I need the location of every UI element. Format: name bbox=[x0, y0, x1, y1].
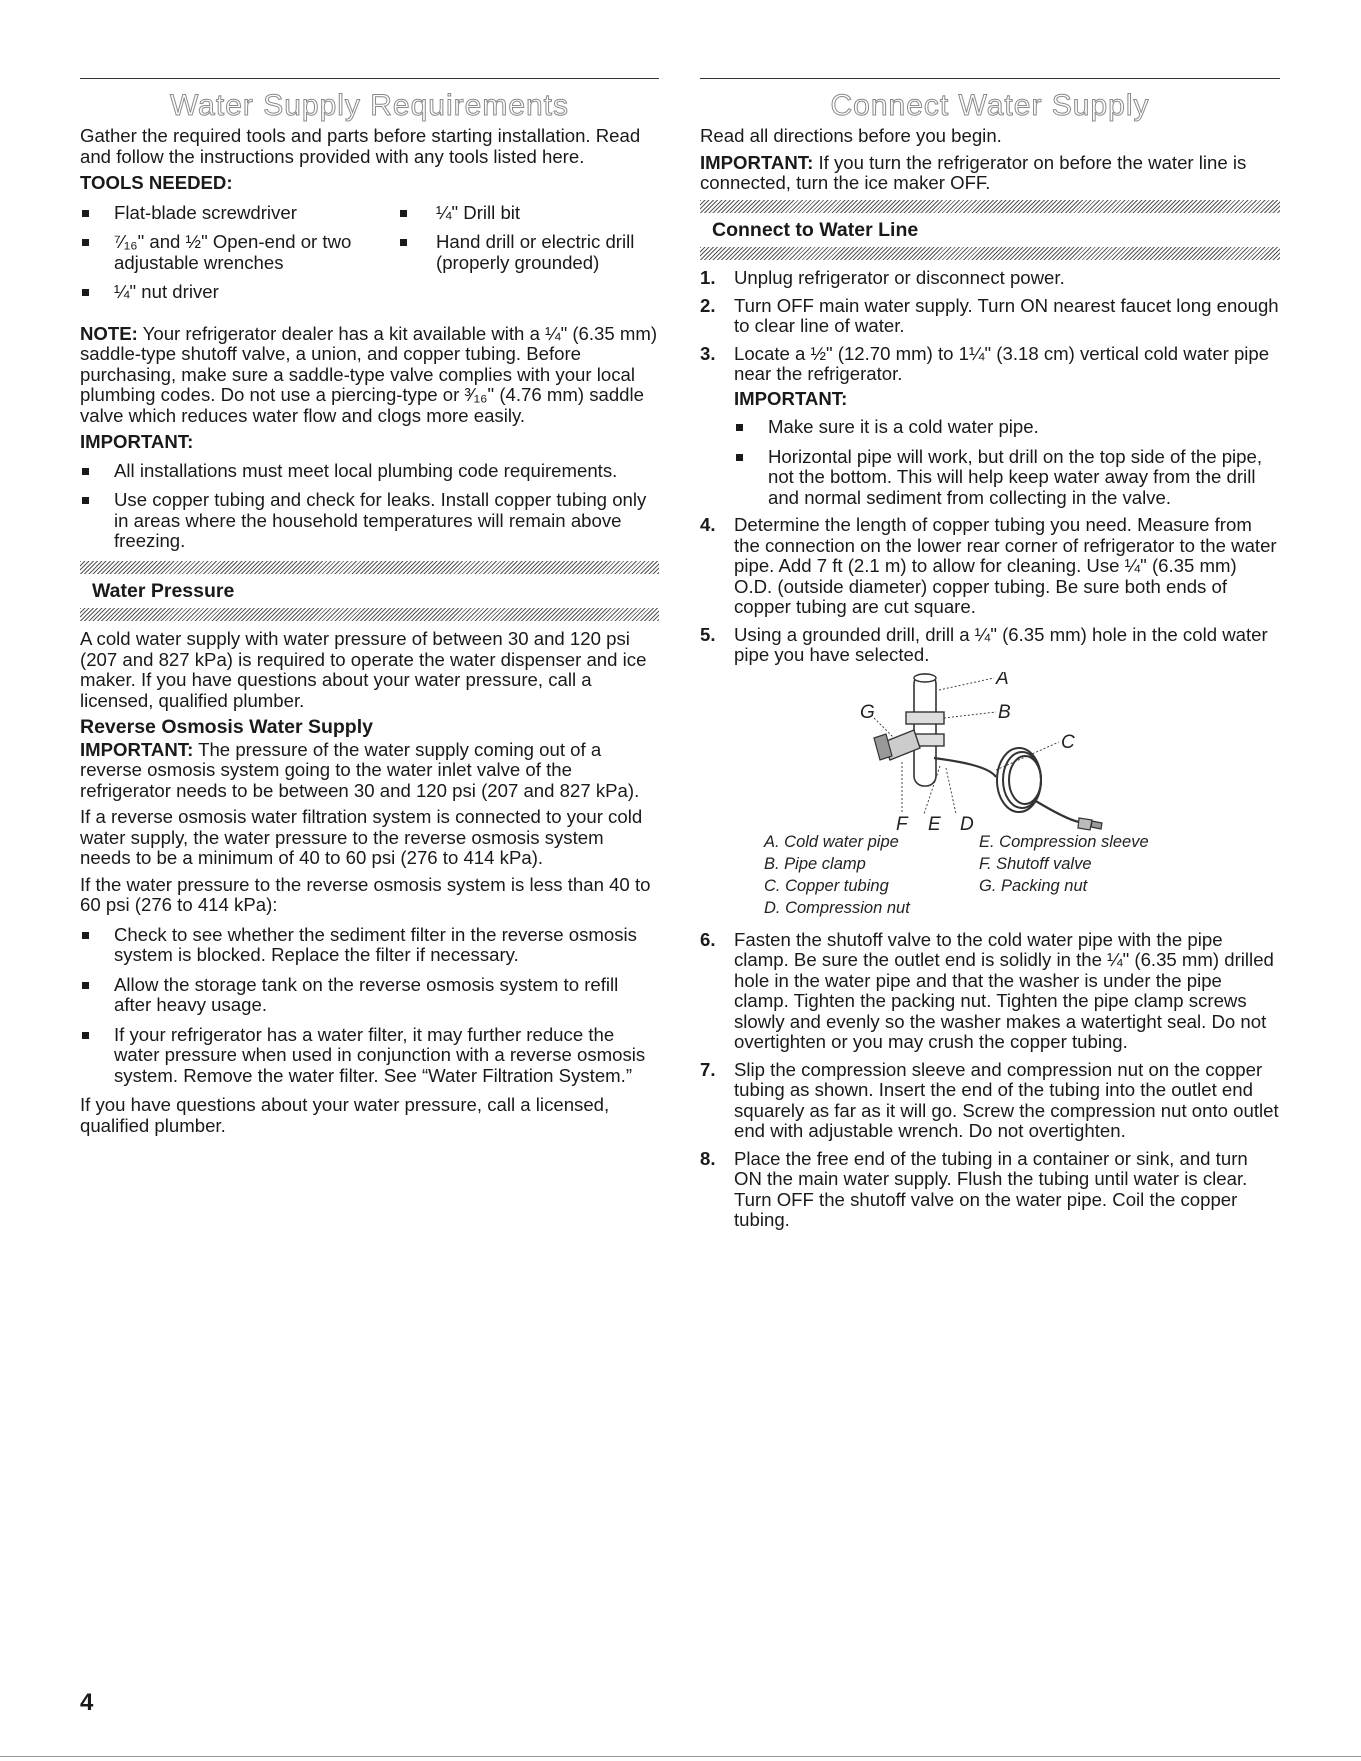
right-intro: Read all directions before you begin. bbox=[700, 125, 1002, 146]
important-heading: IMPORTANT: bbox=[80, 431, 194, 452]
label-f: F bbox=[896, 813, 908, 835]
step-item: 7. Slip the compression sleeve and compression nut on the copper tubing as shown. Insert the end of the tubing into the outlet end squarely as far as it will go. Screw the compression nut onto outlet end with adjustable wrench. Do not overtighten. bbox=[700, 1058, 1279, 1141]
packing-nut-shape bbox=[874, 734, 892, 760]
label-e: E bbox=[928, 813, 941, 835]
bullet-icon bbox=[82, 982, 89, 989]
ro-important-paragraph: IMPORTANT: The pressure of the water supply coming out of a reverse osmosis system going to the water inlet valve of the refrigerator needs to be between 30 and 120 psi (207 and 827 kPa). bbox=[80, 738, 640, 801]
label-d: D bbox=[960, 813, 974, 835]
bullet-icon bbox=[400, 210, 407, 217]
figure-captions-right: E. Compression sleeve F. Shutoff valve G. Packing nut bbox=[979, 832, 1149, 895]
tool-item: Flat-blade screwdriver bbox=[80, 203, 380, 224]
pressure-paragraph: A cold water supply with water pressure of between 30 and 120 psi (207 and 827 kPa) is required to operate the water dispenser and ice maker. If you have questions about your water pressure, call a licensed, qualified plumber. bbox=[80, 628, 647, 711]
closing-paragraph: If you have questions about your water pressure, call a licensed, qualified plumber. bbox=[80, 1094, 610, 1136]
water-pressure-heading: Water Pressure bbox=[92, 579, 235, 602]
step-item: 4. Determine the length of copper tubing you need. Measure from the connection on the lower rear corner of refrigerator to the water pipe. Add 7 ft (2.1 m) to allow for cleaning. Use ¼" (6.35 mm) O.D. (outside diameter) copper tubing. Be sure both ends of copper tubing are cut square. bbox=[700, 514, 1277, 617]
pipe-clamp-shape bbox=[906, 712, 944, 724]
bullet-icon bbox=[736, 424, 743, 431]
steps-list bbox=[700, 268, 1280, 1231]
ro-item: Check to see whether the sediment filter in the reverse osmosis system is blocked. Replace the filter if necessary. bbox=[80, 925, 659, 966]
ro-paragraph-3: If the water pressure to the reverse osmosis system is less than 40 to 60 psi (276 to 414 kPa): bbox=[80, 873, 651, 915]
bullet-icon bbox=[82, 932, 89, 939]
step-item: 3. Locate a ½" (12.70 mm) to 1¼" (3.18 cm) vertical cold water pipe near the refrigerator. IMPORTANT: Make sure it is a cold water pipe. Horizontal pipe will work, but drill on the top side of the pipe, not the bottom. This will help keep water away from the drill and normal sediment from collecting in the valve. bbox=[700, 344, 1280, 509]
section-bar-top bbox=[700, 200, 1280, 213]
step-item: 6. Fasten the shutoff valve to the cold water pipe with the pipe clamp. Be sure the outlet end is solidly in the ¼" (6.35 mm) drilled hole in the water pipe and that the washer is under the pipe clamp. Tighten the packing nut. Tighten the pipe clamp screws slowly and evenly so the washer makes a watertight seal. Do not overtighten or you may crush the copper tubing. bbox=[700, 928, 1274, 1052]
step3-item: Horizontal pipe will work, but drill on the top side of the pipe, not the bottom. This will help keep water away from the drill and normal sediment from collecting in the valve. bbox=[734, 447, 1280, 509]
left-top-rule bbox=[80, 78, 659, 79]
cold-water-pipe-shape bbox=[914, 674, 936, 786]
bullet-icon bbox=[82, 210, 89, 217]
bullet-icon bbox=[82, 239, 89, 246]
compression-nut-shape bbox=[1078, 818, 1092, 830]
left-column bbox=[80, 78, 659, 1142]
tool-item: ⁷⁄₁₆" and ½" Open-end or two adjustable wrenches bbox=[80, 232, 380, 273]
copper-tubing-shape bbox=[934, 758, 996, 777]
tools-list bbox=[80, 203, 659, 316]
bullet-icon bbox=[82, 497, 89, 504]
page-number: 4 bbox=[80, 1689, 94, 1716]
right-column bbox=[700, 78, 1280, 1238]
step3-item: Make sure it is a cold water pipe. bbox=[734, 417, 1280, 438]
shutoff-valve-figure bbox=[734, 672, 1280, 930]
tool-item: ¼" nut driver bbox=[80, 282, 380, 303]
bullet-icon bbox=[82, 1032, 89, 1039]
ro-list bbox=[80, 925, 659, 1087]
important-item: Use copper tubing and check for leaks. Install copper tubing only in areas where the household temperatures will remain above freezing. bbox=[80, 490, 659, 552]
label-c: C bbox=[1061, 731, 1075, 753]
bullet-icon bbox=[400, 239, 407, 246]
section-bar-top bbox=[80, 561, 659, 574]
label-a: A bbox=[996, 671, 1009, 689]
connect-water-supply-title: Connect Water Supply bbox=[830, 89, 1150, 122]
label-g: G bbox=[860, 701, 875, 723]
ro-paragraph-2: If a reverse osmosis water filtration system is connected to your cold water supply, the water pressure to the reverse osmosis system needs to be a minimum of 40 to 60 psi (276 to 414 kPa). bbox=[80, 806, 643, 868]
important-list bbox=[80, 461, 659, 552]
step-item: 2. Turn OFF main water supply. Turn ON nearest faucet long enough to clear line of water. bbox=[700, 294, 1279, 336]
water-supply-requirements-title: Water Supply Requirements bbox=[169, 89, 570, 122]
reverse-osmosis-heading: Reverse Osmosis Water Supply bbox=[80, 716, 373, 738]
right-important-paragraph: IMPORTANT: If you turn the refrigerator on before the water line is connected, turn the ice maker OFF. bbox=[700, 151, 1247, 193]
tools-col-2 bbox=[380, 203, 659, 312]
step3-important-heading: IMPORTANT: bbox=[734, 387, 848, 409]
bullet-icon bbox=[82, 289, 89, 296]
bullet-icon bbox=[736, 454, 743, 461]
ro-item: If your refrigerator has a water filter, it may further reduce the water pressure when used in conjunction with a reverse osmosis system. Remove the water filter. See “Water Filtration System.” bbox=[80, 1025, 659, 1087]
right-top-rule bbox=[700, 78, 1280, 79]
label-b: B bbox=[998, 701, 1011, 723]
section-bar-bottom bbox=[80, 608, 659, 621]
bottom-rule bbox=[0, 1756, 1361, 1757]
bullet-icon bbox=[82, 468, 89, 475]
left-intro: Gather the required tools and parts before starting installation. Read and follow the instructions provided with any tools listed here. bbox=[80, 125, 641, 167]
tools-heading: TOOLS NEEDED: bbox=[80, 172, 233, 193]
step-item: 8. Place the free end of the tubing in a container or sink, and turn ON the main water supply. Flush the tubing until water is clear. Turn OFF the shutoff valve on the water pipe. Coil the copper tubing. bbox=[700, 1147, 1248, 1230]
tools-col-1 bbox=[80, 203, 380, 312]
figure-captions-left: A. Cold water pipe B. Pipe clamp C. Copper tubing D. Compression nut bbox=[764, 832, 910, 917]
important-item: All installations must meet local plumbing code requirements. bbox=[80, 461, 659, 482]
note-paragraph: NOTE: Your refrigerator dealer has a kit available with a ¼" (6.35 mm) saddle-type shutoff valve, a union, and copper tubing. Before purchasing, make sure a saddle-type valve complies with your local plumbing codes. Do not use a piercing-type or ³⁄₁₆" (4.76 mm) saddle valve which reduces water flow and clogs more easily. bbox=[80, 322, 658, 426]
connect-to-water-line-heading: Connect to Water Line bbox=[712, 218, 919, 241]
section-bar-bottom bbox=[700, 247, 1280, 260]
tool-item: Hand drill or electric drill (properly grounded) bbox=[380, 232, 659, 273]
tool-item: ¼" Drill bit bbox=[380, 203, 659, 224]
step-item: 5. Using a grounded drill, drill a ¼" (6.35 mm) hole in the cold water pipe you have selected. A B C D E F G A. Cold water pipe B. Pipe clamp C. Copper tubing D. Compression nut E. Compression sleeve F. Shutoff valve G. Packing nut bbox=[700, 625, 1280, 930]
step3-list bbox=[734, 417, 1280, 508]
step-item: 1. Unplug refrigerator or disconnect power. bbox=[700, 267, 1065, 288]
ro-item: Allow the storage tank on the reverse osmosis system to refill after heavy usage. bbox=[80, 975, 659, 1016]
